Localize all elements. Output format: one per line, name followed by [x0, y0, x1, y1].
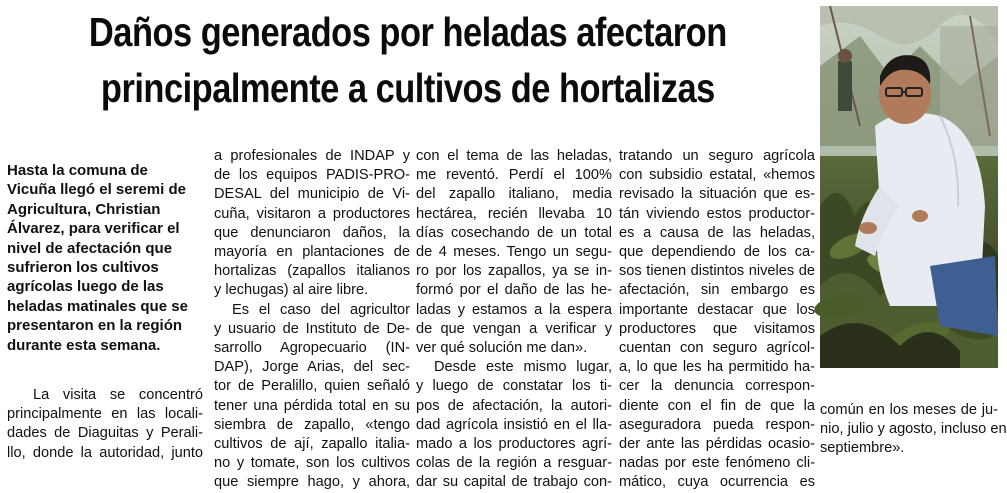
- body-line: de 4 meses. Tengo un segu-: [416, 244, 612, 261]
- body-line: ver qué solución me dan».: [416, 340, 588, 357]
- body-line: tán viviendo estos productor-: [619, 205, 815, 222]
- body-line: productores que visitamos: [619, 320, 815, 337]
- body-line: dades de Diaguitas y Perali-: [7, 425, 203, 442]
- body-line: tor de Peralillo, quien señaló: [214, 378, 410, 395]
- body-line: importante destacar que los: [619, 301, 815, 318]
- column-4: [619, 147, 815, 493]
- body-line: der ante las pérdidas ocasio-: [619, 436, 815, 453]
- body-line: principalmente en las locali-: [7, 406, 203, 423]
- body-line: con subsidio estatal, «hemos: [619, 167, 815, 184]
- body-line: revisado la situación que es-: [619, 186, 815, 203]
- lead-line: Agricultura, Christian: [7, 200, 161, 218]
- column-5: [820, 401, 1007, 459]
- news-photo: [820, 6, 998, 368]
- column-3: [416, 147, 612, 493]
- lead-line: Hasta la comuna de: [7, 162, 148, 179]
- body-line: tratando un seguro agrícola: [619, 148, 815, 164]
- lead-line: agrícolas luego de las: [7, 278, 164, 296]
- lead-line: presentaron en la región: [7, 317, 183, 335]
- body-line: de que vengan a verificar y: [416, 320, 612, 337]
- body-line: con el tema de las heladas,: [416, 148, 612, 164]
- body-line: sos tienen distintos niveles de: [619, 263, 815, 280]
- body-line: llo, donde la autoridad, junto: [7, 444, 203, 461]
- body-line: siembra de zapallo, «tengo: [214, 416, 410, 433]
- body-line: DAP), Jorge Arias, del sec-: [214, 359, 410, 376]
- lead-line: Álvarez, para verificar el: [7, 220, 180, 238]
- lead-line: durante esta semana.: [7, 336, 161, 354]
- body-line: tener una pérdida total en su: [214, 397, 410, 414]
- body-line: ladas y estamos a la espera: [416, 301, 612, 318]
- body-line: me reventó. Perdí el 100%: [416, 167, 612, 184]
- body-line: cultivos de ají, zapallo italia-: [214, 436, 410, 453]
- body-line: Es el caso del agricultor: [232, 301, 410, 318]
- body-line: a, lo que les ha permitido ha-: [619, 359, 815, 376]
- lead-line: sufrieron los cultivos: [7, 259, 159, 277]
- headline-line-1: Daños generados por heladas afectaron: [88, 9, 727, 55]
- lead-line: nivel de afectación que: [7, 239, 173, 257]
- body-line: y luego de constatar los ti-: [416, 378, 612, 395]
- body-line: no y tomate, son los cultivos: [214, 455, 410, 472]
- body-line: mado a los productores agrí-: [416, 436, 612, 453]
- body-line: dar su capital de trabajo con-: [416, 474, 612, 491]
- body-line: mayoría en plantaciones de: [214, 244, 410, 261]
- body-line: diente con el fin de que la: [619, 397, 815, 414]
- body-line: común en los meses de ju-: [820, 402, 998, 418]
- body-line: de los equipos PADIS-PRO-: [214, 167, 410, 184]
- body-line: dad agrícola insistió en el lla-: [416, 416, 612, 433]
- body-line: sarrollo Agropecuario (IN-: [214, 340, 410, 357]
- headline-line-2: principalmente a cultivos de hortalizas: [100, 65, 715, 111]
- body-line: septiembre».: [820, 440, 905, 457]
- body-line: nadas por este fenómeno cli-: [619, 455, 815, 472]
- body-line: cer la denuncia correspon-: [619, 378, 815, 395]
- body-line: hortalizas (zapallos italianos: [214, 263, 410, 280]
- body-line: Desde este mismo lugar,: [434, 359, 612, 376]
- article-lead: [7, 161, 203, 355]
- body-line: que dependiendo de los ca-: [619, 244, 815, 261]
- lead-line: heladas matinales que se: [7, 297, 188, 315]
- column-2: [214, 147, 410, 493]
- body-line: formó por el daño de las he-: [416, 282, 612, 299]
- body-line: que siempre hago, y ahora,: [214, 474, 410, 491]
- body-line: pos de afectación, la autori-: [416, 397, 612, 414]
- body-line: La visita se concentró: [33, 387, 203, 403]
- lead-line: Vicuña llegó el seremi de: [7, 181, 186, 199]
- body-line: del zapallo italiano, media: [416, 186, 612, 203]
- body-line: nio, julio y agosto, incluso en: [820, 421, 1007, 438]
- body-line: hectárea, recién llevaba 10: [416, 205, 612, 222]
- body-line: y lechugas) al aire libre.: [214, 282, 369, 299]
- body-line: cuentan con seguro agrícol-: [619, 340, 815, 357]
- body-line: y usuario de Instituto de De-: [214, 320, 410, 337]
- headline: [8, 4, 808, 116]
- body-line: a profesionales de INDAP y: [214, 148, 410, 164]
- body-line: días cosechando de un total: [416, 224, 612, 241]
- body-line: mático, cuya ocurrencia es: [619, 474, 815, 491]
- photo-illustration: [820, 6, 998, 368]
- body-line: afectación, sin embargo es: [619, 282, 815, 299]
- body-line: colas de la región a resguar-: [416, 455, 612, 472]
- column-1-body: [7, 386, 203, 463]
- body-line: ro por los zapallos, ya se in-: [416, 263, 612, 280]
- body-line: cuña, visitaron a productores: [214, 205, 410, 222]
- body-line: DESAL del municipio de Vi-: [214, 186, 410, 203]
- body-line: aseguradora pueda respon-: [619, 416, 815, 433]
- body-line: es a causa de las heladas,: [619, 224, 815, 241]
- body-line: que denunciaron daños, la: [214, 224, 410, 241]
